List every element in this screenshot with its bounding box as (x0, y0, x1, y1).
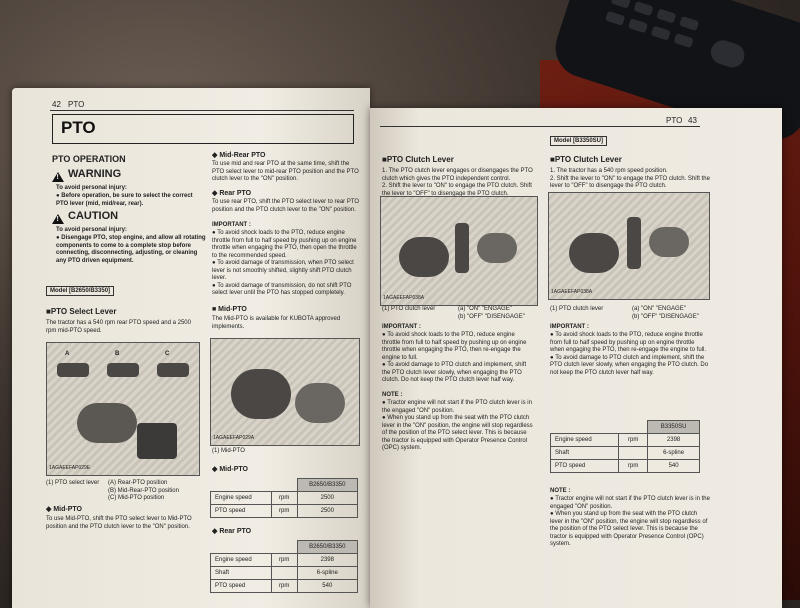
table-row: Engine speed rpm 2398 (211, 554, 358, 567)
callout-a: A (65, 351, 70, 357)
clutch-caption-right-2: (a) "ON" "ENGAGE" (b) "OFF" "DISENGAGE" (632, 306, 699, 320)
caution-item: ● Disengage PTO, stop engine, and allow all rotating components to come to a complete stop before connecting, disconnecting, adjusting, or cleaning any PTO driven equipment. (56, 235, 206, 264)
table-row: Shaft 6-spline (211, 567, 358, 580)
table-row: PTO speed rpm 540 (551, 460, 700, 473)
rear-pto-table: B2650/B3350 Engine speed rpm 2398 Shaft 6-spline PTO speed rpm 540 (210, 540, 358, 593)
chapter-title-box (52, 114, 354, 144)
left-page (12, 88, 370, 608)
clutch-caption-left: (1) PTO clutch lever (382, 306, 436, 312)
model-label-right: Model [B3350SU] (550, 136, 607, 146)
clutch-lever-steps-2: 1. The tractor has a 540 rpm speed position. 2. Shift the lever to "ON" to engage the PTO clutch. Shift the lever to "OFF" to disengage the PTO clutch. (550, 168, 710, 189)
page-number: 42 (52, 100, 61, 109)
callout-b: B (115, 351, 120, 357)
select-lever-text: The tractor has a 540 rpm rear PTO speed and a 2500 rpm mid-PTO speed. (46, 320, 191, 334)
mid-pto-heading-2: ■ Mid-PTO (212, 306, 247, 313)
note-heading: NOTE : (382, 392, 403, 398)
table-row: PTO speed rpm 2500 (211, 505, 358, 518)
important-list-right: ● To avoid shock loads to the PTO, reduce engine throttle from full to half speed by pushing up on engine throttle when engaging the PTO, then re-engage the engine to full. ● To avoid damage to PTO clutch and implement, shift the PTO clutch lever slowly, when engaging the PTO clutch. Do not keep the PTO clutch lever half way. (382, 332, 527, 383)
important-list: ● To avoid shock loads to the PTO, reduce engine throttle from full to half speed by pushing up on engine throttle when engaging the PTO, then open the throttle to the recommended speed. ● To avoid damage of transmission, when PTO select lever is not smoothly shifted, slightly shift PTO clutch lever. ● To avoid damage of transmission, do not shift PTO select lever until the PTO has stopped completely. (212, 230, 357, 296)
table-rear-heading: ◆ Rear PTO (212, 528, 252, 535)
warning-item: ● Before operation, be sure to select the correct PTO lever (mid, mid/rear, rear). (56, 193, 193, 207)
mid-rear-heading: ◆ Mid-Rear PTO (212, 152, 266, 159)
clutch-figure-code: 1AGAEEFAP038A (383, 295, 425, 301)
table-row: Engine speed rpm 2500 (211, 492, 358, 505)
warning-intro: To avoid personal injury: (56, 185, 127, 191)
figure-code: 1AGAEEFAP029E (49, 465, 91, 471)
mid-pto-text: To use Mid-PTO, shift the PTO select lever to Mid-PTO position and the PTO clutch lever to the "ON" position. (46, 516, 192, 530)
important-heading-right: IMPORTANT : (382, 324, 421, 330)
manual-book (12, 88, 782, 608)
clutch-lever-heading: ■PTO Clutch Lever (382, 155, 454, 164)
figure-caption-right: (A) Rear-PTO position (B) Mid-Rear-PTO position (C) Mid-PTO position (108, 480, 179, 501)
note-list: ● Tractor engine will not start if the PTO clutch lever is in the engaged "ON" position. ● When you stand up from the seat with the PTO clutch lever in the "ON" position, the engine will stop regardless of the position of the PTO select lever. This is because the tractor is equipped with Operator Presence Control (OPC) system. (382, 400, 533, 451)
caution-icon (52, 214, 64, 224)
section-heading: PTO OPERATION (52, 154, 126, 164)
warning-heading: WARNING (68, 168, 122, 180)
right-page (370, 108, 782, 608)
chapter-title: PTO (61, 118, 96, 137)
b3350su-table: B3350SU Engine speed rpm 2398 Shaft 6-spline PTO speed rpm 540 (550, 420, 700, 473)
rear-pto-text: To use rear PTO, shift the PTO select lever to rear PTO position and the PTO clutch lever to the "ON" position. (212, 199, 360, 213)
select-lever-heading: ■PTO Select Lever (46, 307, 117, 316)
clutch-caption-left-2: (1) PTO clutch lever (550, 306, 604, 312)
pto-select-lever-figure (46, 342, 200, 476)
clutch-caption-right: (a) "ON" "ENGAGE" (b) "OFF" "DISENGAGE" (458, 306, 525, 320)
mid-pto-figure-code: 1AGAEEFAP029A (213, 435, 255, 441)
mid-pto-table: B2650/B3350 Engine speed rpm 2500 PTO speed rpm 2500 (210, 478, 358, 518)
clutch-lever-figure-2 (548, 192, 710, 300)
running-head-right: PTO (666, 116, 683, 125)
table-row: Shaft 6-spline (551, 447, 700, 460)
mid-pto-heading: ◆ Mid-PTO (46, 506, 82, 513)
figure-caption-left: (1) PTO select lever (46, 480, 100, 486)
mid-pto-figure-caption: (1) Mid-PTO (212, 448, 245, 454)
model-label: Model [B2650/B3350] (46, 286, 114, 296)
warning-icon (52, 172, 64, 182)
mid-rear-text: To use mid and rear PTO at the same time, shift the PTO select lever to mid-rear PTO position and the PTO clutch lever to the "ON" position. (212, 161, 359, 182)
mid-pto-figure (210, 338, 360, 446)
caution-heading: CAUTION (68, 210, 119, 222)
table-mid-heading: ◆ Mid-PTO (212, 466, 248, 473)
table-row: PTO speed rpm 540 (211, 580, 358, 593)
table-row: Engine speed rpm 2398 (551, 434, 700, 447)
page-number-right: 43 (688, 116, 697, 125)
mid-pto-text-2: The Mid-PTO is available for KUBOTA approved implements. (212, 316, 341, 330)
clutch-lever-figure (380, 196, 538, 306)
note-heading-2: NOTE : (550, 488, 571, 494)
callout-c: C (165, 351, 170, 357)
clutch-lever-steps: 1. The PTO clutch lever engages or disengages the PTO clutch which gives the PTO independent control. 2. Shift the lever to "ON" to engage the PTO clutch. Shift the lever to "OFF" to disengage the PTO clutch. (382, 168, 533, 197)
important-heading: IMPORTANT : (212, 222, 251, 228)
clutch-figure-code-2: 1AGAEEFAP038A (551, 289, 593, 295)
note-list-2: ● Tractor engine will not start if the PTO clutch lever is in the engaged "ON" position. ● When you stand up from the seat with the PTO clutch lever in the "ON" position, the engine will stop regardless of the position of the PTO select lever. This is because the tractor is equipped with Operator Presence Control (OPC) system. (550, 496, 710, 547)
important-list-right-2: ● To avoid shock loads to the PTO, reduce engine throttle from full to half speed by pushing up on engine throttle when engaging the PTO, then re-engage the engine to full. ● To avoid damage to PTO clutch and implement, shift the PTO clutch lever slowly, when engaging the PTO clutch. Do not keep the PTO clutch lever half way. (550, 332, 709, 376)
clutch-lever-heading-2: ■PTO Clutch Lever (550, 155, 622, 164)
caution-intro: To avoid personal injury: (56, 227, 127, 233)
rear-pto-heading: ◆ Rear PTO (212, 190, 252, 197)
running-head: PTO (68, 100, 85, 109)
important-heading-right-2: IMPORTANT : (550, 324, 589, 330)
